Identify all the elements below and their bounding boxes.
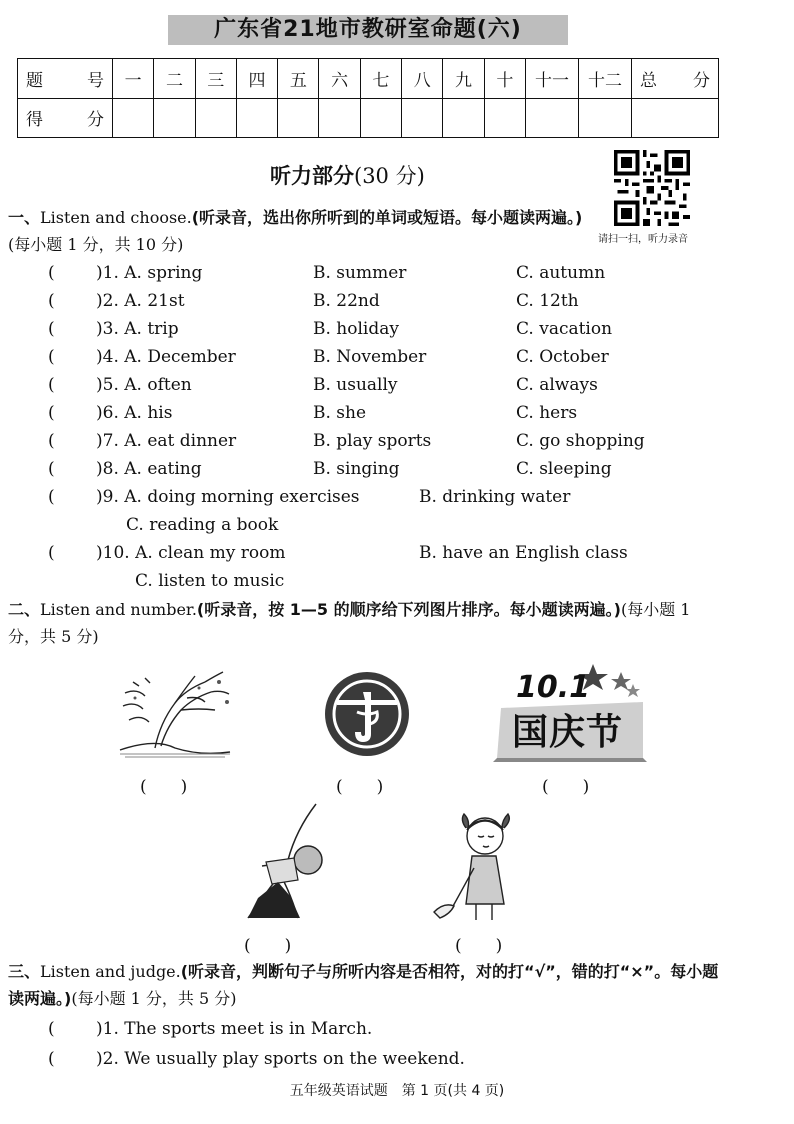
judge-question: )2. We usually play sports on the weekend. — [96, 1049, 465, 1069]
answer-blank[interactable]: ( ) — [244, 936, 292, 956]
choice-option-c: C. always — [516, 375, 598, 395]
section3-heading-en: Listen and judge. — [40, 962, 181, 981]
page-footer: 五年级英语试题 第 1 页(共 4 页) — [289, 1083, 505, 1099]
answer-blank[interactable]: ( ) — [140, 777, 188, 797]
answer-paren[interactable]: ( — [48, 543, 55, 563]
score-cell[interactable] — [526, 98, 579, 138]
answer-paren[interactable]: ( — [48, 487, 55, 507]
listening-title-text: 听力部分 — [270, 164, 354, 188]
section1-heading-cn: (听录音，选出你所听到的单词或短语。每小题读两遍。) — [191, 208, 583, 227]
score-cell[interactable] — [195, 98, 236, 138]
score-cell[interactable] — [579, 98, 632, 138]
section3-heading-cn: (听录音，判断句子与所听内容是否相符，对的打“√”，错的打“×”。每小题读两遍。) — [8, 962, 719, 1008]
listening-points: (30 分) — [354, 164, 425, 188]
judge-question: )1. The sports meet is in March. — [96, 1019, 373, 1039]
choice-option-c: C. go shopping — [516, 431, 645, 451]
score-header-row — [18, 59, 719, 99]
answer-blank[interactable]: ( ) — [455, 936, 503, 956]
score-col: 九 — [443, 59, 484, 99]
section2-heading — [8, 596, 723, 650]
choice-option-a: )10. A. clean my room — [96, 543, 286, 563]
choice-option-b: B. November — [313, 347, 427, 367]
choice-option-a: )3. A. trip — [96, 319, 179, 339]
section2-heading-en: Listen and number. — [40, 600, 197, 619]
score-col: 四 — [236, 59, 277, 99]
choice-option-c: C. listen to music — [135, 571, 285, 591]
choice-option-c: C. reading a book — [126, 515, 279, 535]
section2-heading-cn: (听录音，按 1—5 的顺序给下列图片排序。每小题读两遍。) — [196, 600, 621, 619]
exam-title: 广东省21地市教研室命题(六) — [168, 15, 568, 45]
choice-option-b: B. 22nd — [313, 291, 380, 311]
section1-heading — [8, 204, 600, 258]
answer-paren[interactable]: ( — [48, 1049, 55, 1069]
score-col: 十 — [484, 59, 525, 99]
answer-paren[interactable]: ( — [48, 375, 55, 395]
score-col-total: 总 分 — [632, 59, 719, 99]
choice-option-b: B. she — [313, 403, 367, 423]
choice-option-a: )1. A. spring — [96, 263, 203, 283]
sweeping-girl-icon — [430, 808, 525, 926]
section3-number: 三、 — [8, 962, 41, 981]
section2-number: 二、 — [8, 600, 41, 619]
score-cell[interactable] — [402, 98, 443, 138]
choice-option-b: B. summer — [313, 263, 407, 283]
choice-option-b: B. singing — [313, 459, 400, 479]
answer-paren[interactable]: ( — [48, 263, 55, 283]
score-cell[interactable] — [154, 98, 195, 138]
qr-code-icon[interactable] — [614, 150, 690, 226]
choice-option-c: C. autumn — [516, 263, 606, 283]
choice-option-b: B. holiday — [313, 319, 399, 339]
section1-heading-en: Listen and choose. — [40, 208, 192, 227]
score-cell[interactable] — [278, 98, 319, 138]
score-cell[interactable] — [360, 98, 401, 138]
score-col-label: 题 号 — [18, 59, 113, 99]
score-row-label: 得 分 — [18, 98, 113, 138]
choice-option-a: )7. A. eat dinner — [96, 431, 237, 451]
score-col: 三 — [195, 59, 236, 99]
score-col: 五 — [278, 59, 319, 99]
choice-option-b: B. have an English class — [419, 543, 628, 563]
national-day-text: 国庆节 — [512, 712, 624, 753]
score-col: 十二 — [579, 59, 632, 99]
choice-option-b: B. drinking water — [419, 487, 571, 507]
score-col: 一 — [113, 59, 154, 99]
choice-option-a: )5. A. often — [96, 375, 192, 395]
choice-option-a: )6. A. his — [96, 403, 173, 423]
answer-paren[interactable]: ( — [48, 403, 55, 423]
score-cell[interactable] — [236, 98, 277, 138]
choice-option-a: )2. A. 21st — [96, 291, 185, 311]
choice-option-a: )8. A. eating — [96, 459, 202, 479]
section3-note: (每小题 1 分，共 5 分) — [71, 989, 237, 1008]
answer-paren[interactable]: ( — [48, 1019, 55, 1039]
exercising-girl-icon — [238, 800, 328, 922]
choice-option-b: B. usually — [313, 375, 398, 395]
score-cell[interactable] — [319, 98, 360, 138]
national-day-number: 10.1 — [516, 670, 591, 705]
answer-blank[interactable]: ( ) — [336, 777, 384, 797]
section2-note: (每小题 1 分，共 5 分) — [8, 600, 691, 646]
section3-heading — [8, 958, 723, 1012]
score-col: 十一 — [526, 59, 579, 99]
listening-title — [270, 160, 425, 190]
score-cell[interactable] — [443, 98, 484, 138]
score-value-row — [18, 98, 719, 138]
choice-option-c: C. hers — [516, 403, 578, 423]
choice-option-c: C. October — [516, 347, 609, 367]
score-cell[interactable] — [113, 98, 154, 138]
answer-paren[interactable]: ( — [48, 291, 55, 311]
score-cell[interactable] — [632, 98, 719, 138]
score-col: 七 — [360, 59, 401, 99]
choice-option-a: )9. A. doing morning exercises — [96, 487, 360, 507]
choice-option-c: C. 12th — [516, 291, 579, 311]
answer-paren[interactable]: ( — [48, 347, 55, 367]
answer-paren[interactable]: ( — [48, 431, 55, 451]
choice-option-a: )4. A. December — [96, 347, 236, 367]
choice-option-c: C. vacation — [516, 319, 613, 339]
score-table — [17, 58, 719, 138]
score-col: 八 — [402, 59, 443, 99]
answer-paren[interactable]: ( — [48, 459, 55, 479]
answer-blank[interactable]: ( ) — [542, 777, 590, 797]
symbol-sign-icon — [323, 670, 411, 758]
choice-option-b: B. play sports — [313, 431, 432, 451]
qr-caption: 请扫一扫，听力录音 — [598, 234, 688, 245]
answer-paren[interactable]: ( — [48, 319, 55, 339]
windy-tree-icon — [115, 668, 240, 763]
score-cell[interactable] — [484, 98, 525, 138]
section1-number: 一、 — [8, 208, 41, 227]
section1-note: (每小题 1 分，共 10 分) — [8, 235, 184, 254]
choice-option-c: C. sleeping — [516, 459, 612, 479]
score-col: 六 — [319, 59, 360, 99]
score-col: 二 — [154, 59, 195, 99]
